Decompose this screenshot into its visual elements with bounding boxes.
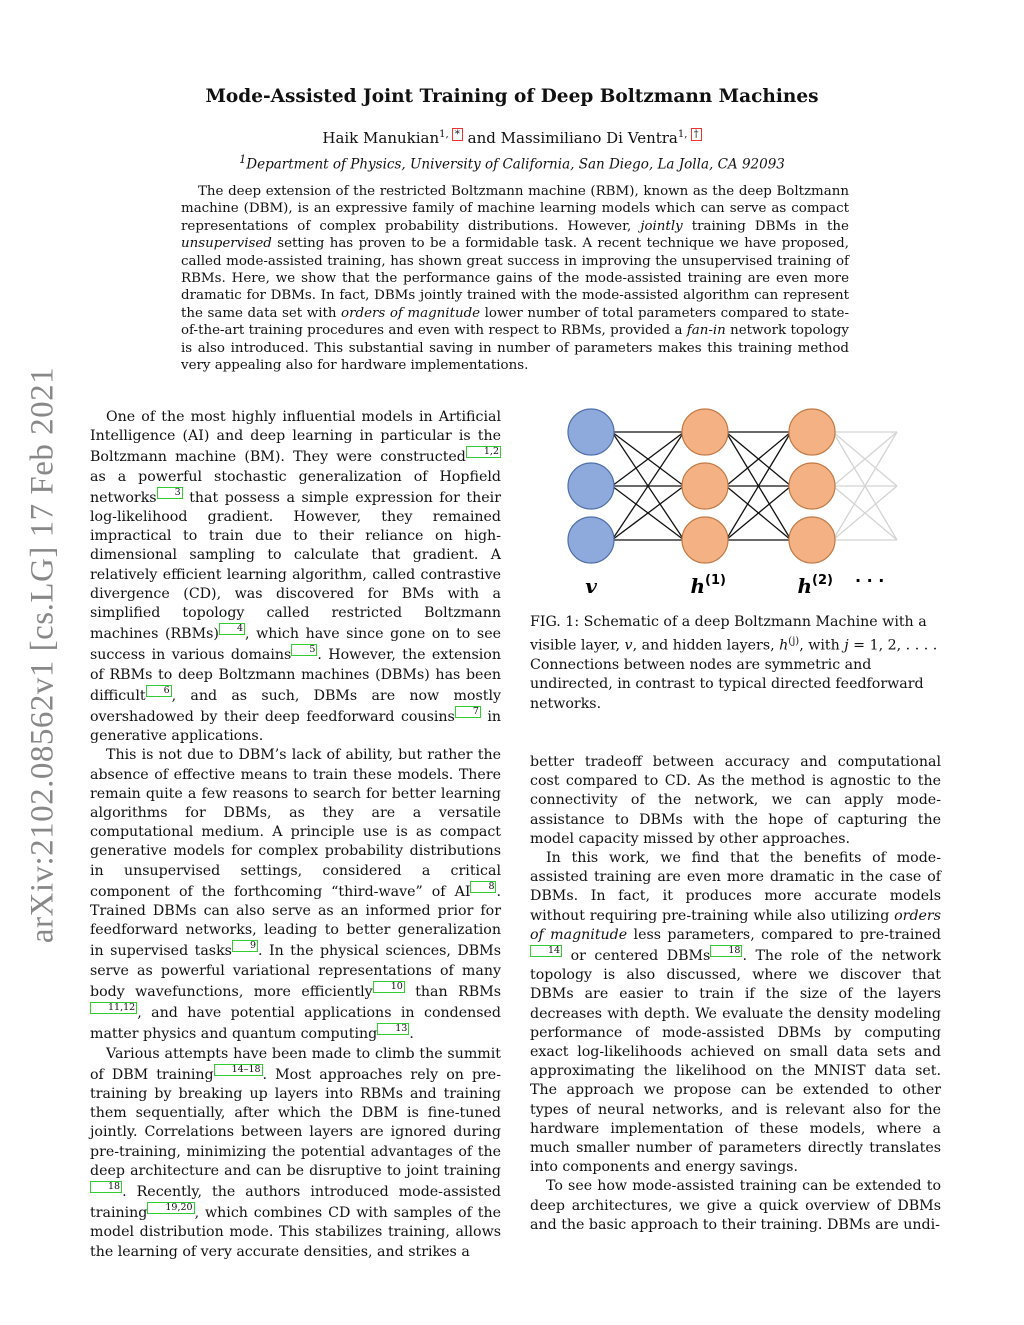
citation-6[interactable]: 6: [146, 685, 172, 697]
arxiv-sidebar: [18, 350, 68, 960]
citation-5[interactable]: 5: [291, 644, 317, 656]
citation-14[interactable]: 14: [530, 945, 562, 957]
hidden-node-l1-2: [682, 517, 728, 563]
paragraph-4: better tradeoff between accuracy and computational cost compared to CD. As the method is agnostic to the connectivity of the network, we can apply mode-assistance to DBMs with the hope of capturing the model capacity missed by other approaches.: [530, 754, 941, 847]
citation-10[interactable]: 10: [373, 981, 405, 993]
label-h2: h: [797, 574, 812, 598]
citation-9[interactable]: 9: [232, 940, 258, 952]
citation-4[interactable]: 4: [219, 623, 245, 635]
citation-18[interactable]: 18: [90, 1181, 122, 1193]
hidden-node-l2-1: [789, 463, 835, 509]
paragraph-2: This is not due to DBM’s lack of ability, but rather the absence of effective means to train these models. There remain quite a few reasons to search for better learning algorithms for DBMs, as they are a versatile computational medium. A principle use is as compact generative models for complex probability distributions in unsupervised settings, considered a critical component of the forthcoming “third-wave” of AI 8 . Trained DBMs can also serve as an informed prior for feedforward networks, leading to better generalization in supervised tasks 9 . In the physical sciences, DBMs serve as powerful variational representations of many body wavefunctions, more efficiently 10 than RBMs11,12 , and have potential applications in condensed matter physics and quantum computing 13 .: [90, 747, 502, 1043]
citation-8[interactable]: 8: [470, 881, 496, 893]
label-h2-sup: (2): [812, 573, 833, 588]
citation-7[interactable]: 7: [455, 706, 481, 718]
label-visible-v: v: [585, 574, 597, 598]
author-1: Haik Manukian: [322, 129, 440, 147]
abstract: The deep extension of the restricted Boltzmann machine (RBM), known as the deep Boltzmann machine (DBM), is an expressive family of machine learning models which can serve as compact representations of complex probability distributions. However, jointly training DBMs in the unsupervised setting has proven to be a formidable task. A recent technique we have proposed, called mode-assisted training, has shown great success in improving the unsupervised training of RBMs. Here, we show that the performance gains of the mode-assisted training are even more dramatic for DBMs. In fact, DBMs jointly trained with the mode-assisted algorithm can represent the same data set with orders of magnitude lower number of total parameters compared to state-of-the-art training procedures and even with respect to RBMs, provided a fan-in network topology is also introduced. This substantial saving in number of parameters makes this training method very appealing also for hardware implementations.: [181, 184, 849, 374]
affiliation: $^1$Department of Physics, University of California, San Diego, La Jolla, CA 92093: [239, 153, 785, 173]
label-h1: h: [690, 574, 705, 598]
paragraph-3: Various attempts have been made to climb the summit of DBM training 14–18 . Most approaches rely on pre-training by breaking up layers into RBMs and training them sequentially, after which the DBM is fine-tuned jointly. Correlations between layers are ignored during pre-training, minimizing the potential advantages of the deep architecture and can be disruptive to joint training18 . Recently, the authors introduced mode-assisted training 19,20 , which combines CD with samples of the model distribution mode. This stabilizes training, allows the learning of very accurate densities, and strikes a: [90, 1045, 501, 1260]
citation-11-12[interactable]: 11,12: [90, 1002, 137, 1014]
dbm-network-diagram: [545, 400, 905, 600]
citation-3[interactable]: 3: [157, 487, 183, 499]
label-ellipsis: · · ·: [855, 571, 885, 590]
hidden-node-l2-0: [789, 409, 835, 455]
network-edges: [612, 432, 897, 540]
citation-1-2[interactable]: 1,2: [466, 446, 501, 458]
column-right: [530, 753, 941, 1235]
footnote-link-2[interactable]: †: [691, 128, 702, 141]
network-nodes: [568, 409, 835, 563]
hidden-node-l1-0: [682, 409, 728, 455]
arxiv-id: arXiv:2102.08562v1 [cs.LG] 17 Feb 2021: [24, 366, 61, 944]
hidden-node-l1-1: [682, 463, 728, 509]
hidden-node-l2-2: [789, 517, 835, 563]
citation-13[interactable]: 13: [377, 1023, 409, 1035]
visible-node-2: [568, 517, 614, 563]
paragraph-6: To see how mode-assisted training can be extended to deep architectures, we give a quick overview of DBMs and the basic approach to their training. DBMs are undi-: [530, 1178, 941, 1233]
figure-1-dbm-schematic: [545, 400, 905, 600]
figure-1-caption: FIG. 1: Schematic of a deep Boltzmann Machine with a visible layer, v, and hidden layers, $h^{(j)}$, with j = 1, 2, . . . . Connections between nodes are symmetric and undirected, in contrast to typical directed feedforward networks.: [530, 614, 938, 712]
footnote-link-1[interactable]: *: [452, 128, 463, 141]
label-h1-sup: (1): [705, 573, 726, 588]
paper-title: Mode-Assisted Joint Training of Deep Boltzmann Machines: [205, 86, 819, 107]
citation-18b[interactable]: 18: [710, 945, 742, 957]
citation-14-18[interactable]: 14–18: [214, 1064, 263, 1076]
visible-node-0: [568, 409, 614, 455]
citation-19-20[interactable]: 19,20: [147, 1202, 194, 1214]
paragraph-1: One of the most highly influential models in Artificial Intelligence (AI) and deep learning in particular is the Boltzmann machine (BM). They were constructed 1,2 as a powerful stochastic generalization of Hopfield networks 3 that possess a simple expression for their log-likelihood gradient. However, they remained impractical to train due to their reliance on high-dimensional sampling to calculate that gradient. A relatively efficient learning algorithm, called contrastive divergence (CD), was discovered for BMs with a simplified topology called restricted Boltzmann machines (RBMs) 4 , which have since gone on to see success in various domains 5 . However, the extension of RBMs to deep Boltzmann machines (DBMs) has been difficult 6 , and as such, DBMs are now mostly overshadowed by their deep feedforward cousins 7 in generative applications.: [90, 409, 502, 745]
author-2: Massimiliano Di Ventra: [500, 129, 678, 147]
visible-node-1: [568, 463, 614, 509]
author-line: Haik Manukian$^{1, *}$ and Massimiliano Di Ventra$^{1, \dagger}$: [0, 128, 1024, 147]
paragraph-5: In this work, we find that the benefits of mode-assisted training are even more dramatic in the case of DBMs. In fact, it produces more accurate models without requiring pre-training while also utilizing orders of magnitude less parameters, compared to pre-trained14 or centered DBMs 18 . The role of the network topology is also discussed, where we discover that DBMs are easier to train if the size of the layers decreases with depth. We evaluate the density modeling performance of mode-assisted DBMs by computing exact log-likelihoods achieved on small data sets and approximating the likelihood on the MNIST data set. The approach we propose can be extended to other types of neural networks, and is relevant also for the hardware implementation of these models, where a much smaller number of parameters directly translates into components and energy savings.: [530, 850, 941, 1176]
column-left: [90, 408, 501, 1262]
